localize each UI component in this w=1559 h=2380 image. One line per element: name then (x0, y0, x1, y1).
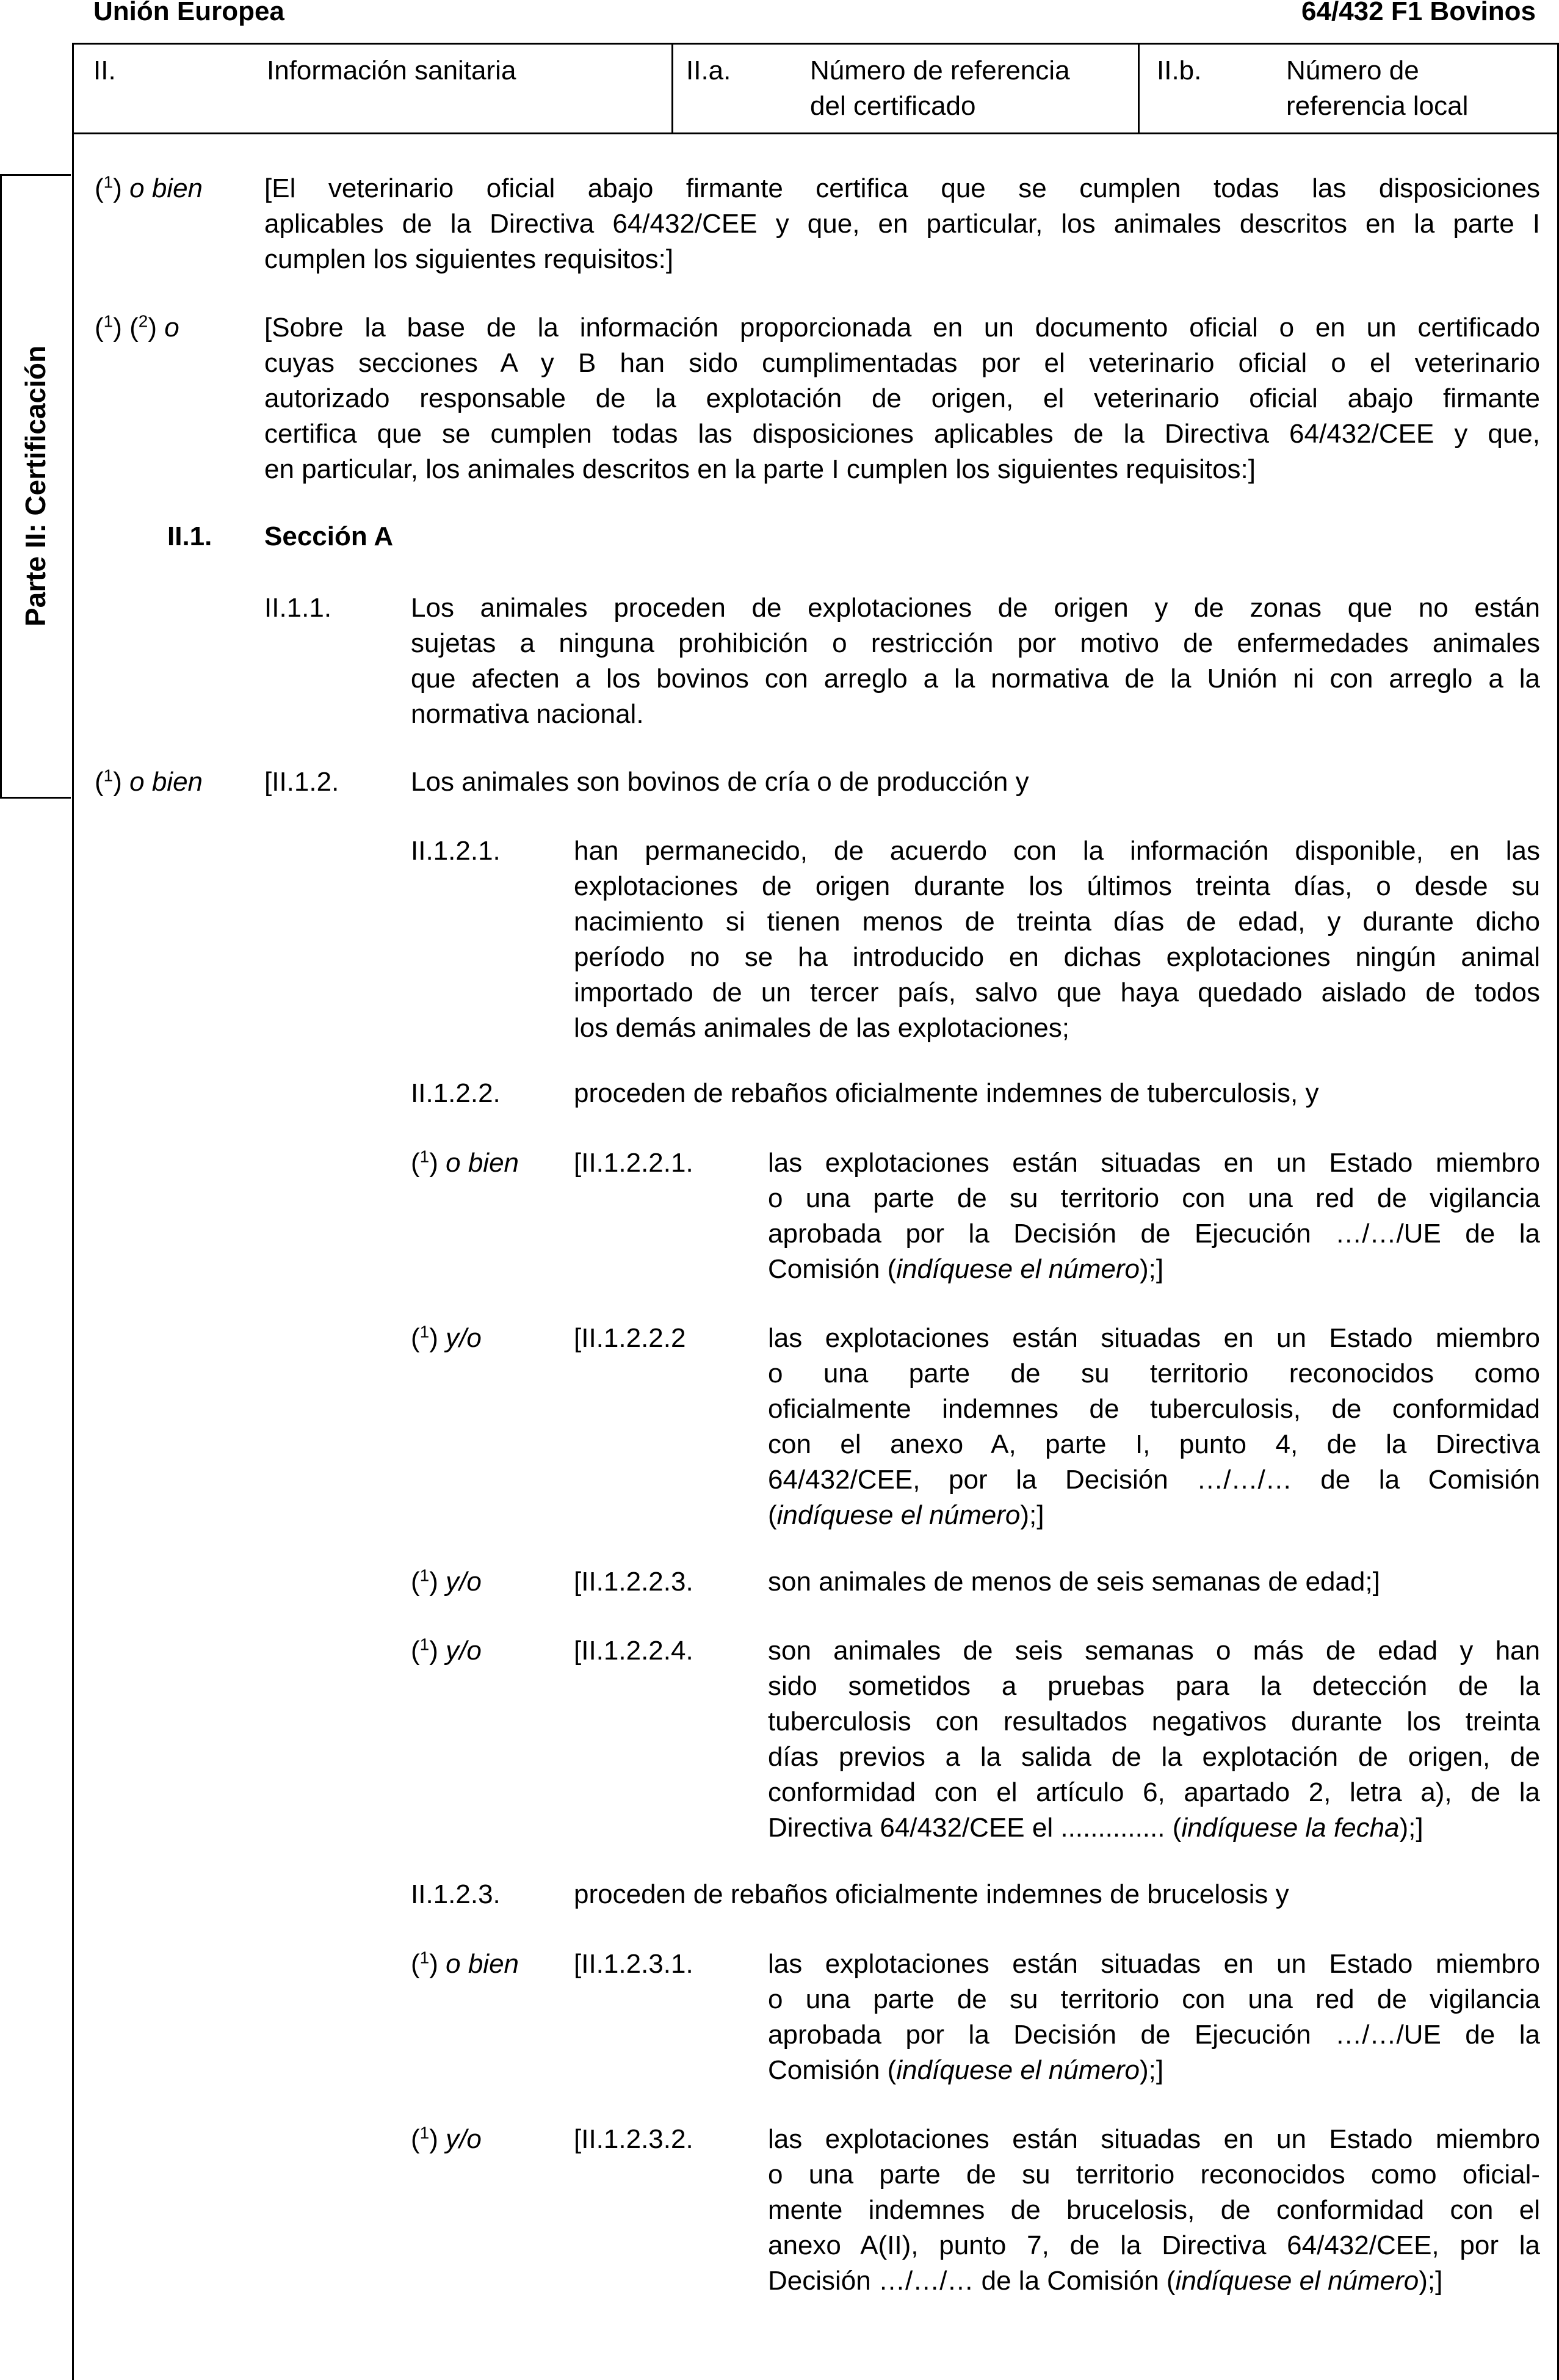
item-number: [II.1.2.3.1. (574, 1949, 693, 1979)
item-number: II.1.2.3. (411, 1879, 501, 1909)
item-number: [II.1.2.2.3. (574, 1567, 693, 1597)
choice-marker: ($^1$) y/o (411, 1322, 482, 1353)
header-divider-2 (1138, 43, 1140, 134)
section-number: II.1. (167, 521, 212, 551)
choice-marker: ($^1$) ($^2$) o (95, 311, 179, 343)
item-ii-1-2-3-2-text: las explotaciones están situadas en un Estado miembro o una parte de su territorio reconocidos como oficial- mente indemnes de brucelosis, de conformidad con el anexo A(II), punto 7, de la Directiva 64/432/CEE, por la Decisión …/…/… de la Comisión (indíquese el número);] (768, 2124, 1540, 2296)
header-col3-text-1: Número de (1286, 56, 1419, 85)
header-col1-num: II. (93, 56, 116, 85)
choice-marker: ($^1$) y/o (411, 1634, 482, 1666)
header-col3-text-2: referencia local (1286, 91, 1469, 121)
item-number: [II.1.2. (264, 767, 339, 797)
item-ii-1-2-1-text: han permanecido, de acuerdo con la información disponible, en las explotaciones de origen durante los últimos treinta días, o desde su nacimiento si tienen menos de treinta días de edad, y durante dicho período no se ha introducido en dichas explotaciones ningún animal importado de un tercer país, salvo que haya quedado aislado de todos los demás animales de las explotaciones; (574, 836, 1540, 1043)
item-ii-1-1-text: Los animales proceden de explotaciones de origen y de zonas que no están sujetas a ninguna prohibición o restricción por motivo de enfermedades animales que afecten a los bovinos con arreglo a la normativa de la Unión ni con arreglo a la normativa nacional. (411, 593, 1540, 729)
item-ii-1-2-2-4-text: son animales de seis semanas o más de edad y han sido sometidos a pruebas para la detección de la tuberculosis con resultados negativos durante los treinta días previos a la salida de la explotación de origen, de conformidad con el artículo 6, apartado 2, letra a), de la Directiva 64/432/CEE el .............. (indíquese la fecha);] (768, 1636, 1540, 1843)
choice-marker: ($^1$) y/o (411, 2123, 482, 2154)
paragraph-2: [Sobre la base de la información proporcionada en un documento oficial o en un certificado cuyas secciones A y B han sido cumplimentadas por el veterinario oficial o el veterinario autorizado responsable de la explotación de origen, el veterinario oficial abajo firmante certifica que se cumplen todas las disposiciones aplicables de la Directiva 64/432/CEE y que, en particular, los animales descritos en la parte I cumplen los siguientes requisitos:] (264, 313, 1540, 484)
choice-marker: ($^1$) o bien (95, 766, 203, 797)
paragraph-1: [El veterinario oficial abajo firmante certifica que se cumplen todas las disposiciones aplicables de la Directiva 64/432/CEE y que, en particular, los animales descritos en la parte I cumplen los siguientes requisitos:] (264, 173, 1540, 274)
section-title: Sección A (264, 521, 394, 551)
item-number: [II.1.2.2.2 (574, 1323, 686, 1353)
item-ii-1-2-2-1-text: las explotaciones están situadas en un Estado miembro o una parte de su territorio con una red de vigilancia aprobada por la Decisión de Ejecución …/…/UE de la Comisión (indíquese el número);] (768, 1148, 1540, 1284)
header-top-border (72, 43, 1559, 45)
item-number: II.1.2.1. (411, 836, 501, 866)
header-right-title: 64/432 F1 Bovinos (1301, 0, 1536, 26)
header-col3-num: II.b. (1157, 56, 1202, 85)
main-left-border (72, 43, 74, 2380)
choice-marker: ($^1$) o bien (95, 172, 203, 203)
item-number: [II.1.2.2.1. (574, 1148, 693, 1178)
item-ii-1-2-2-3-text: son animales de menos de seis semanas de edad;] (768, 1567, 1380, 1597)
header-col2-num: II.a. (686, 56, 731, 85)
choice-marker: ($^1$) y/o (411, 1566, 482, 1597)
item-ii-1-2-text: Los animales son bovinos de cría o de producción y (411, 767, 1029, 797)
header-bottom-border (72, 132, 1559, 134)
header-col2-text-2: del certificado (810, 91, 976, 121)
item-number: II.1.2.2. (411, 1078, 501, 1108)
item-ii-1-2-3-1-text: las explotaciones están situadas en un Estado miembro o una parte de su territorio con una red de vigilancia aprobada por la Decisión de Ejecución …/…/UE de la Comisión (indíquese el número);] (768, 1949, 1540, 2085)
item-ii-1-2-2-2-text: las explotaciones están situadas en un Estado miembro o una parte de su territorio reconocidos como oficialmente indemnes de tuberculosis, de conformidad con el anexo A, parte I, punto 4, de la Directiva 64/432/CEE, por la Decisión …/…/… de la Comisión (indíquese el número);] (768, 1323, 1540, 1530)
item-number: [II.1.2.2.4. (574, 1636, 693, 1666)
header-col2-text-1: Número de referencia (810, 56, 1070, 85)
item-ii-1-2-2-text: proceden de rebaños oficialmente indemnes de tuberculosis, y (574, 1078, 1319, 1108)
header-divider-1 (671, 43, 673, 134)
item-number: [II.1.2.3.2. (574, 2124, 693, 2154)
part-label: Parte II: Certificación (20, 345, 51, 627)
item-number: II.1.1. (264, 593, 332, 623)
choice-marker: ($^1$) o bien (411, 1948, 519, 1979)
choice-marker: ($^1$) o bien (411, 1147, 519, 1178)
header-col1-text: Información sanitaria (267, 56, 516, 85)
item-ii-1-2-3-text: proceden de rebaños oficialmente indemnes de brucelosis y (574, 1879, 1289, 1909)
header-left-title: Unión Europea (93, 0, 284, 26)
